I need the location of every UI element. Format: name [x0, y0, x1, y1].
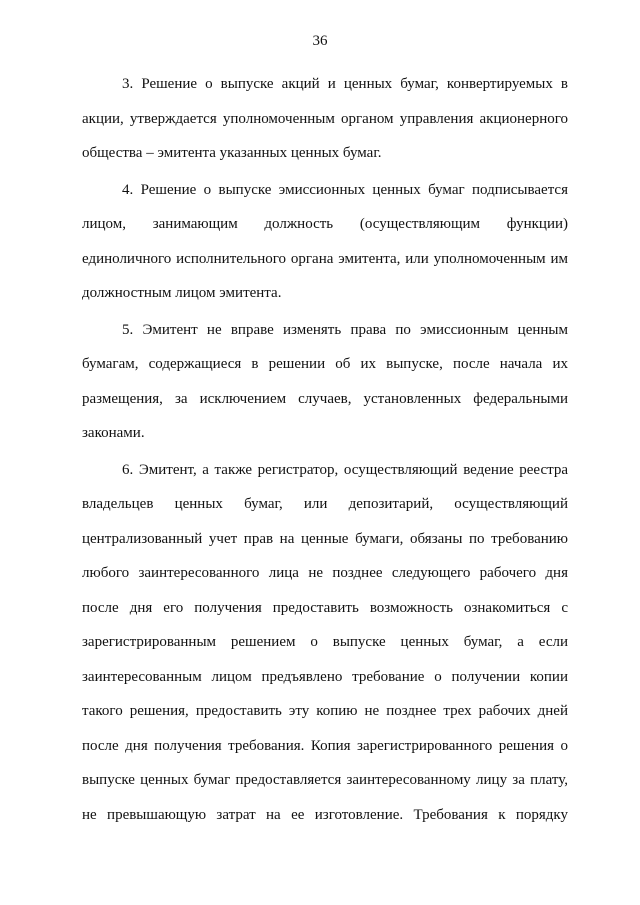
text-line: заинтересованным лицом предъявлено требование о получении копии — [82, 668, 568, 685]
text-line: 4. Решение о выпуске эмиссионных ценных бумаг подписывается — [122, 181, 568, 198]
text-line: акции, утверждается уполномоченным органом управления акционерного — [82, 110, 568, 127]
text-line: централизованный учет прав на ценные бумаги, обязаны по требованию — [82, 530, 568, 547]
text-line: единоличного исполнительного органа эмитента, или уполномоченным им — [82, 250, 568, 267]
paragraph-4 — [82, 173, 568, 311]
text-line: 6. Эмитент, а также регистратор, осуществляющий ведение реестра — [122, 461, 568, 478]
text-line: бумагам, содержащиеся в решении об их выпуске, после начала их — [82, 356, 568, 372]
text-line: любого заинтересованного лица не позднее следующего рабочего дня — [82, 565, 568, 581]
page-number: 36 — [312, 33, 328, 49]
text-line: 3. Решение о выпуске акций и ценных бумаг, конвертируемых в — [122, 76, 568, 92]
paragraph-3 — [82, 67, 568, 171]
paragraph-5 — [82, 313, 568, 451]
document-body — [82, 67, 568, 832]
text-line: выпуске ценных бумаг предоставляется заинтересованному лицу за плату, — [82, 772, 568, 788]
text-line: размещения, за исключением случаев, установленных федеральными — [82, 390, 568, 407]
text-line: не превышающую затрат на ее изготовление. Требования к порядку — [82, 806, 568, 823]
text-line: зарегистрированным решением о выпуске ценных бумаг, а если — [82, 634, 568, 650]
text-line: должностным лицом эмитента. — [82, 285, 282, 301]
text-line: после дня получения требования. Копия зарегистрированного решения о — [82, 737, 568, 754]
text-line: такого решения, предоставить эту копию не позднее трех рабочих дней — [82, 703, 568, 719]
text-line: после дня его получения предоставить возможность ознакомиться с — [82, 599, 568, 616]
text-line: лицом, занимающим должность (осуществляющим функции) — [82, 216, 568, 232]
paragraph-6 — [82, 453, 568, 833]
text-line: законами. — [82, 425, 145, 441]
text-line: общества – эмитента указанных ценных бумаг. — [82, 145, 382, 161]
text-line: владельцев ценных бумаг, или депозитарий, осуществляющий — [82, 496, 568, 512]
text-line: 5. Эмитент не вправе изменять права по эмиссионным ценным — [122, 321, 568, 338]
